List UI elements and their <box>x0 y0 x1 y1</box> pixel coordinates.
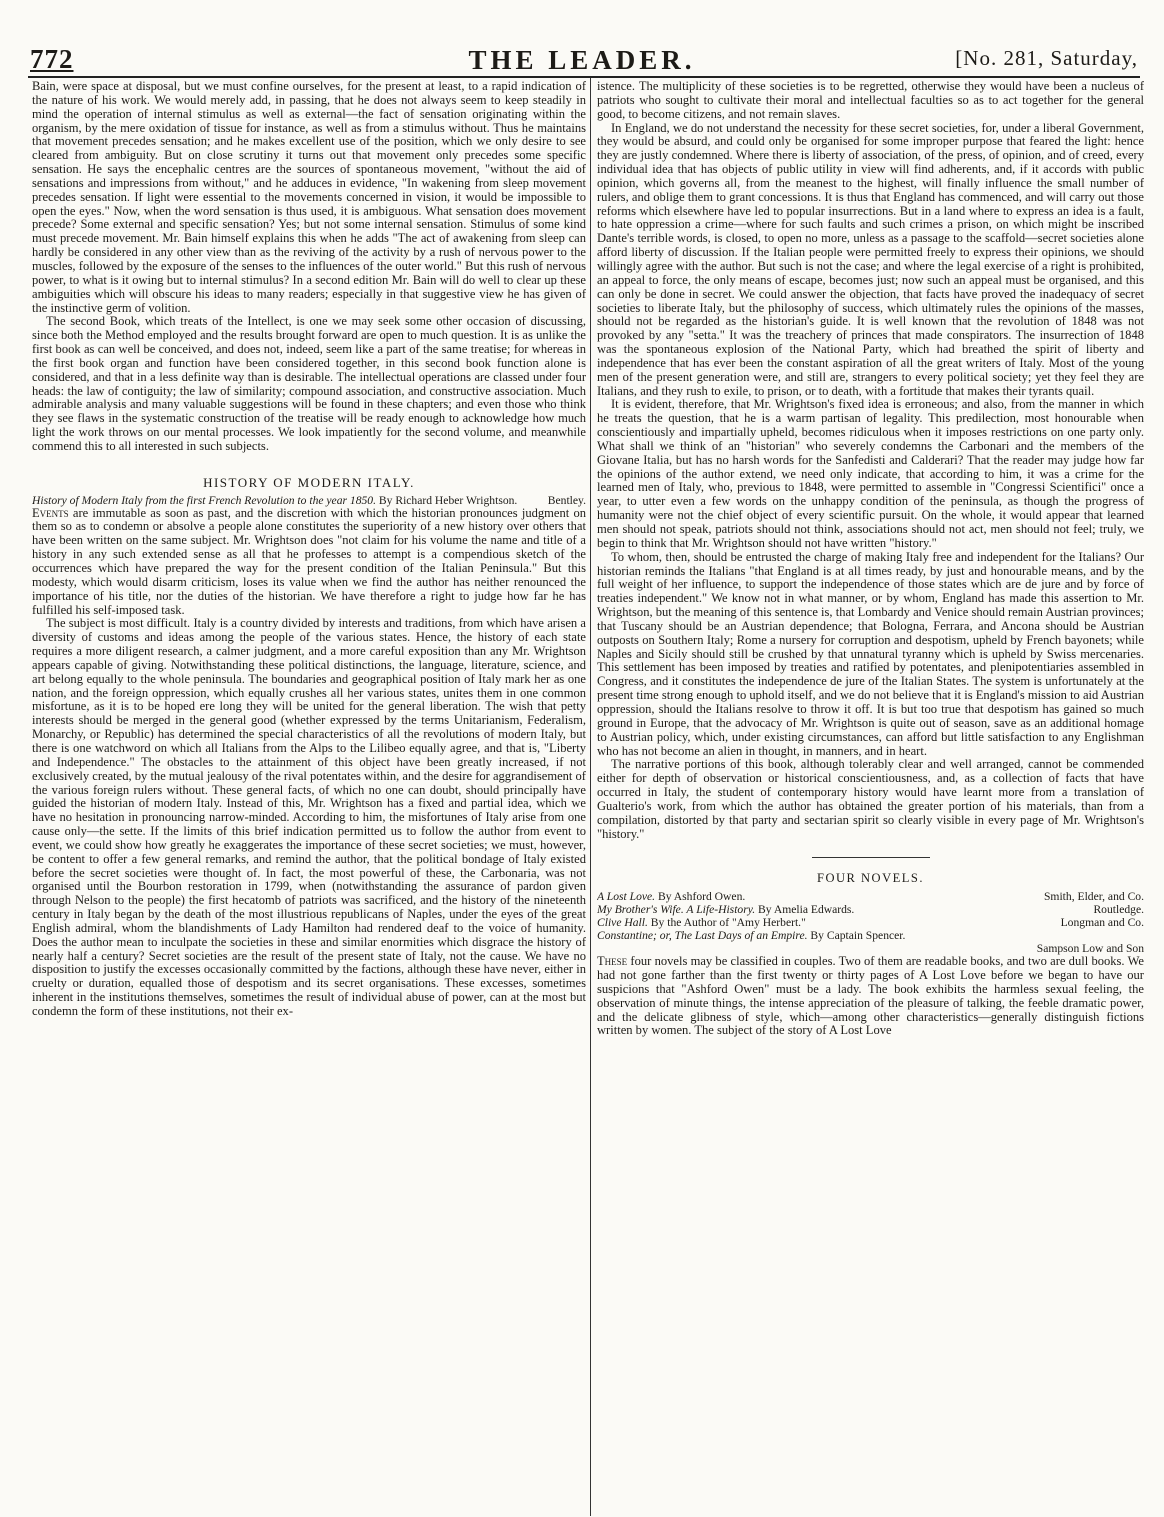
novel-title: Constantine; or, The Last Days of an Empire. <box>597 929 808 943</box>
book-publisher: Bentley. <box>547 493 586 507</box>
continued-paragraph: istence. The multiplicity of these societies is to be regretted, otherwise they would have been a nucleus of patriots who sought to cultivate their moral and intellectual faculties so as to act together for the general good, to become citizens, and not remain slaves. <box>597 80 1144 121</box>
novel-author: By Captain Spencer. <box>810 929 906 943</box>
opening-text: are immutable as soon as past, and the discretion with which the historian pronounces judgment on them so as to condemn or absolve a people alone constitutes the superiority of a new history over others that have been written on the same subject. Mr. Wrightson does "not claim for his volume the name and title of a history in any such extended sense as all that he professes to attempt is a compendious sketch of the occurrences which have prepared the way for the present condition of the Italian Peninsula." But this modesty, which would disarm criticism, loses its value when we find the author has neither renounced the importance of his title, nor the duties of the historian. We have therefore a right to judge how far he has fulfilled his self-imposed task. <box>32 505 586 617</box>
left-column <box>32 80 586 1516</box>
novel-author: By Amelia Edwards. <box>758 903 855 917</box>
review-text: four novels may be classified in couples. Two of them are readable books, and two are dull books. We had not gone farther than the first twenty or thirty pages of A Lost Love before we began to have our suspicions that "Ashford Owen" must be a lady. The book exhibits the harmless sexual feeling, the observation of minute things, the intense appreciation of the pleasure of talking, the feeble dramatic power, and the delicate glibness of style, which—among other characteristics—generally distinguish fictions written by women. The subject of the story of A Lost Love <box>597 954 1144 1038</box>
masthead-rule <box>28 76 1140 78</box>
novel-author: By the Author of "Amy Herbert." <box>650 916 806 930</box>
section-divider <box>812 857 930 858</box>
novel-entry <box>597 916 1144 929</box>
body-paragraph: The narrative portions of this book, although tolerably clear and well arranged, cannot be commended either for depth of observation or historical conscientiousness, and, as a collection of facts that have occurred in Italy, the student of contemporary history would have learnt more from a translation of Gualterio's work, from which the author has obtained the greater portion of his materials, than from a compilation, distorted by that party and sectarian spirit so clearly visible in every page of Mr. Wrightson's "history." <box>597 757 1144 841</box>
article-opening-paragraph <box>32 507 586 618</box>
continued-paragraph: Bain, were space at disposal, but we must confine ourselves, for the present at least, to a rapid indication of the nature of his work. We would merely add, in passing, that he does not always seem to keep steadily in mind the operation of internal stimulus as well as external—the fact of sensation originating within the organism, by the mere oxidation of tissue for instance, as well as from a stimulus without. Thus he maintains that movement precedes sensation; and he makes excellent use of the position, which we only desire to see cleared from ambiguity. But on close scrutiny it turns out that movement only precedes some specific sensation. He says the encephalic centres are the sources of spontaneous movement, "without the aid of sensations and impressions from without," and he adduces in evidence, "In wakening from sleep movement precedes sensation. If light were essential to the movements concerned in vision, it would be impossible to open the eyes." Now, when the word sensation is thus used, it is ambiguous. What sensation does movement precede? Some external and specific sensation? Yes; but not some internal sensation. Stimulus of some kind must precede movement. Mr. Bain himself explains this when he adds "The act of awakening from sleep can hardly be considered in any other view than as the reviving of the activity by a rush of nervous power to the muscles, followed by the exposure of the senses to the influences of the outer world." But this rush of nervous power, to what is it owing but to internal stimulus? In a second edition Mr. Bain will do well to clear up these ambiguities which will obscure his ideas to many readers; especially in that suggestive view he has given of the instinctive germ of volition. <box>32 80 586 315</box>
novel-title: Clive Hall. <box>597 916 648 930</box>
novel-publisher: Smith, Elder, and Co. <box>1043 890 1144 904</box>
book-title: History of Modern Italy from the first French Revolution to the year 1850. <box>32 493 376 507</box>
page-number: 772 <box>30 44 74 74</box>
masthead <box>26 44 1138 84</box>
issue-number: [No. 281, Saturday, <box>955 46 1138 70</box>
right-column <box>597 80 1144 1516</box>
novel-entry <box>597 903 1144 916</box>
body-paragraph: The second Book, which treats of the Intellect, is one we may seek some other occasion of discussing, since both the Method employed and the results brought forward are open to much question. It is as unlike the first book as can well be conceived, and does not, indeed, seem like a part of the same treatise; for whereas in the first book organ and function have been considered together, in this second book function alone is considered, and that in a less definite way than is desirable. The intellectual operations are classed under four heads: the law of contiguity; the law of similarity; compound association, and constructive association. Much admirable analysis and many valuable suggestions will be found in these chapters; and even those who think they see flaws in the systematic construction of the treatise will be ready enough to acknowledge how much light the work throws on our mental processes. We look impatiently for the second volume, and meanwhile commend this to all interested in such subjects. <box>32 314 586 453</box>
novel-author: By Ashford Owen. <box>658 890 746 904</box>
novel-entry <box>597 890 1144 903</box>
lead-word: These <box>597 954 628 969</box>
lead-word: Events <box>32 505 69 520</box>
novel-publisher: Sampson Low and Son <box>1036 942 1144 956</box>
novel-title: My Brother's Wife. A Life-History. <box>597 903 756 917</box>
novel-publisher: Routledge. <box>1093 903 1144 917</box>
section-heading: FOUR NOVELS. <box>817 871 924 886</box>
body-paragraph: In England, we do not understand the necessity for these secret societies, for, under a liberal Government, they would be absurd, and could only be organised for some improper purpose that feared the light: hence they are justly condemned. Where there is liberty of association, of the press, of opinion, and of creed, every individual idea that has objects of public utility in view will find adherents, and, if it accords with public opinion, which governs all, from the meanest to the highest, will finally influence the small number of rulers, and oblige them to grant concessions. It is thus that England has commenced, and will carry out those reforms which elsewhere have led to popular insurrections. But in a land where to express an idea is a fault, to hate oppression a crime—where for such faults and such crimes a prison, on which might be inscribed Dante's terrible words, is closed, to open no more, unless as a passage to the scaffold—secret societies alone afford liberty of discussion. If the Italian people were permitted freely to express their opinions, we should willingly agree with the author. But such is not the case; and where the legal exercise of a right is prohibited, an appeal to force, the only means of escape, becomes just; now such an appeal must be organised, and this can only be done in secret. We could answer the objection, that facts have proved the inadequacy of secret societies to liberate Italy, but the philosophy of success, which ultimately rules the opinions of the masses, should not be regarded as the historian's guide. It is well known that the revolution of 1848 was not provoked by any "setta." It was the treachery of princes that made conspirators. The insurrection of 1848 was the spontaneous explosion of the National Party, which had breathed the spirit of liberty and independence that has ever been the constant aspiration of all the great writers of Italy. Most of the young men of the present generation were, and still are, strangers to every political society; yet they feel they are Italians, and they rush to exile, to prison, or to death, with a fortitude that makes their tyrants quail. <box>597 120 1144 398</box>
book-author: By Richard Heber Wrightson. <box>378 493 518 507</box>
novel-title: A Lost Love. <box>597 890 656 904</box>
article-heading: HISTORY OF MODERN ITALY. <box>203 474 415 490</box>
novel-publisher: Longman and Co. <box>1060 916 1144 930</box>
novel-entry <box>597 929 1144 942</box>
review-opening-paragraph <box>597 955 1144 1038</box>
body-paragraph: It is evident, therefore, that Mr. Wrightson's fixed idea is erroneous; and also, from the manner in which he treats the question, that he is a warm partisan of legality. This predilection, most honourable when conscientiously and impartially upheld, becomes ridiculous when it imposes restrictions on one party only. What shall we think of an "historian" who severely condemns the Carbonari and the members of the Giovane Italia, but has no harsh words for the Sanfedisti and Calderari? That the reader may judge how far the opinions of the author extend, we need only indicate, that according to him, it was a crime for the learned men of Italy, who, previous to 1848, were permitted to assemble in "Congressi Scientifici" once a year, to utter even a few words on the unhappy condition of the peninsula, as though the progress of humanity were not the chief object of every scientific pursuit. On the whole, it would appear that learned men should not speak, patriots should not think, associations should not act, men should not feel; truly, we begin to think that Mr. Wrightson should not have written "history." <box>597 397 1144 550</box>
newspaper-title: THE LEADER. <box>468 45 696 75</box>
body-paragraph: The subject is most difficult. Italy is a country divided by interests and traditions, from which have arisen a diversity of customs and ideas among the people of the various states. Hence, the history of each state requires a more diligent research, a calmer judgment, and a more careful exposition than any Mr. Wrightson appears capable of giving. Notwithstanding these political distinctions, the language, literature, science, and art belong equally to the whole peninsula. The boundaries and geographical position of Italy mark her as one nation, and the foreign oppression, which equally crushes all her various states, unites them in one common misfortune, as it is to be hoped ere long they will be united for the general liberation. The wish that petty interests should be merged in the general good (whether expressed by the terms Unitarianism, Federalism, Monarchy, or Republic) has determined the special characteristics of all the revolutions of modern Italy, but there is one watchword on which all Italians from the Alps to the Lilibeo equally agree, and that is, "Liberty and Independence." The obstacles to the attainment of this object have been greatly increased, if not exclusively created, by the mutual jealousy of the rival potentates within, and the desire for aggrandisement of the various foreign rulers without. These general facts, of which no one can doubt, should principally have guided the historian of modern Italy. Instead of this, Mr. Wrightson has a fixed and partial idea, which we have no hesitation in pronouncing narrow-minded. According to him, the misfortunes of Italy arise from one cause only—the sette. If the limits of this brief indication permitted us to follow the author from event to event, we could show how greatly he exaggerates the importance of these secret societies; we must, however, be content to offer a few general remarks, and remind the author, that the political bondage of Italy existed before the secret societies were thought of. In fact, the most powerful of these, the Carbonaria, was not organised until the Bourbon restoration in 1799, when (notwithstanding the assurance of pardon given through Nelson to the people) the first hecatomb of patriots was sacrificed, and the history of the nineteenth century in Italy began by the death of the most illustrious republicans of Naples, under the eyes of the great English admiral, whom the blandishments of Lady Hamilton had rendered deaf to the voice of humanity. Does the author mean to inculpate the societies in these and similar enormities which disgrace the history of nearly half a century? Secret societies are the result of the present state of Italy, not the cause. We have no disposition to justify the excesses occasionally committed by the factions, although these have never, either in cruelty or duration, equalled those of despotism and its secret organisations. These excesses, sometimes inherent in the institutions themselves, sometimes the result of individual abuse of power, can at the most but condemn the form of these institutions, not their ex- <box>32 616 586 1018</box>
body-paragraph: To whom, then, should be entrusted the charge of making Italy free and independent for the Italians? Our historian reminds the Italians "that England is at all times ready, by just and honourable means, and by the full weight of her influence, to support the independence of those states which are de jure and by force of treaties independent." We know not in what manner, or by whom, England has made this assertion to Mr. Wrightson, but the meaning of this sentence is, that Lombardy and Venice should remain Austrian provinces; that Tuscany should be an Austrian dependence; that Bologna, Ferrara, and Ancona should be Austrian outposts on Southern Italy; Rome a nursery for corruption and despotism, upheld by French bayonets; while Naples and Sicily should still be crushed by that unnatural tyranny which is upheld by Swiss mercenaries. This settlement has been imposed by treaties and ratified by potentates, and plenipotentiaries assembled in Congress, and it constitutes the independence de jure of the Italian States. The system is unfortunately at the present time strong enough to uphold itself, and we do not believe that it is England's mission to aid Austrian oppression, should the Italians resolve to throw it off. It is but too true that despotism has gained so much ground in Europe, that the advocacy of Mr. Wrightson is quite out of season, save as an additional homage to Austrian policy, which, under existing circumstances, can afford but little satisfaction to any Englishman who has not become an alien in thought, in manners, and in heart. <box>597 549 1144 758</box>
column-divider <box>590 78 591 1516</box>
